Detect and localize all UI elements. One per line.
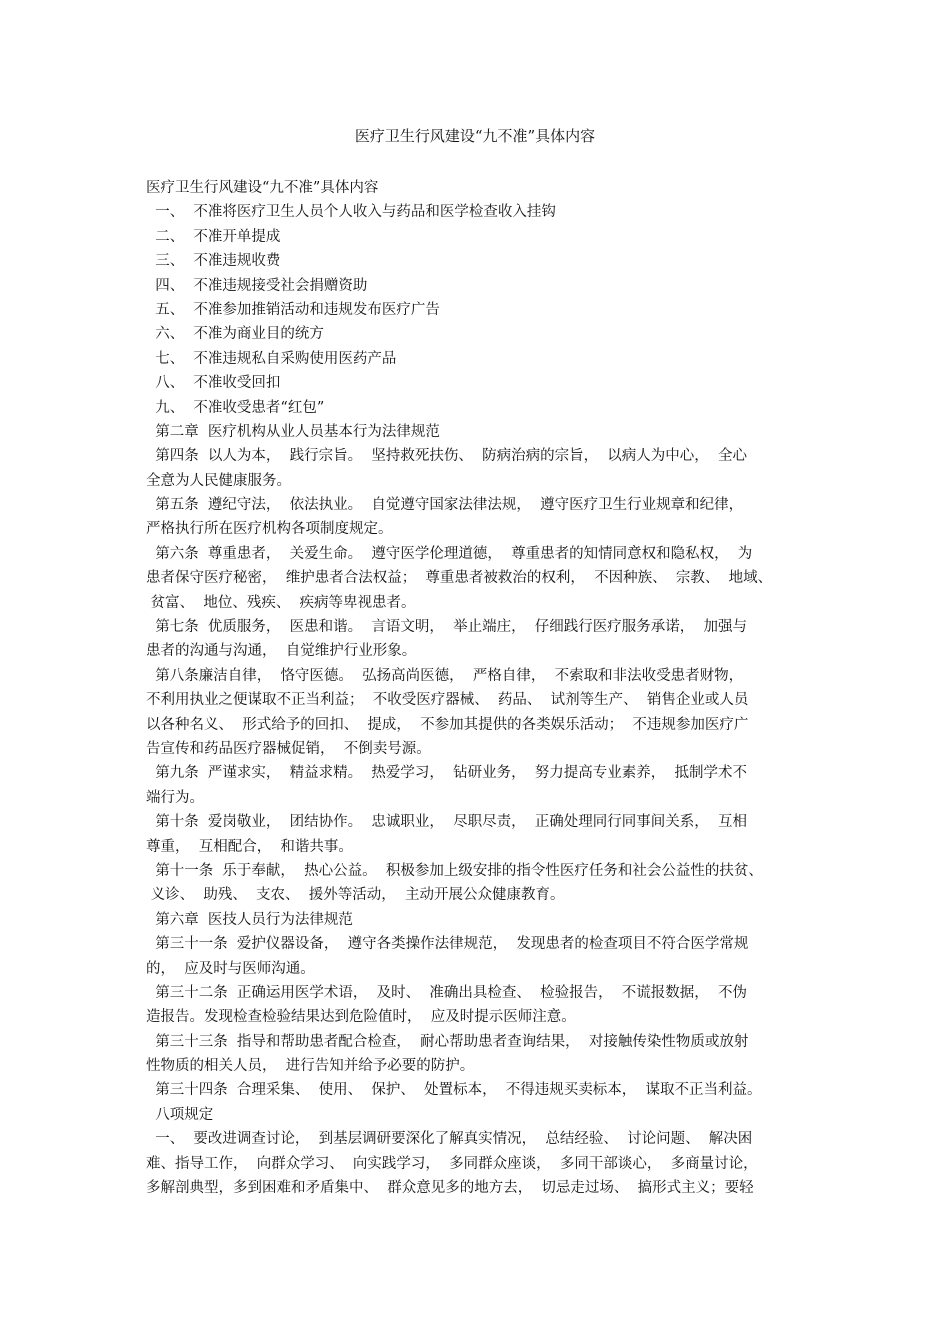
text-line: 三、 不准违规收费	[146, 253, 281, 270]
text-line: 第十条 爱岗敬业， 团结协作。 忠诚职业， 尽职尽责， 正确处理同行同事间关系， 互相	[146, 814, 748, 831]
text-line: 义诊、 助残、 支农、 援外等活动， 主动开展公众健康教育。	[146, 887, 565, 904]
page-title: 医疗卫生行风建设“九不准”具体内容	[354, 127, 596, 145]
text-line: 全意为人民健康服务。	[146, 472, 291, 489]
text-line: 第三十一条 爱护仪器设备， 遵守各类操作法律规范， 发现患者的检查项目不符合医学常规	[146, 936, 749, 953]
document-body	[146, 176, 826, 1200]
text-line: 一、 不准将医疗卫生人员个人收入与药品和医学检查收入挂钩	[146, 204, 556, 221]
text-line: 端行为。	[146, 789, 204, 806]
text-line: 第十一条 乐于奉献， 热心公益。 积极参加上级安排的指令性医疗任务和社会公益性的扶贫、	[146, 862, 763, 879]
text-line: 难、指导工作， 向群众学习、 向实践学习， 多同群众座谈， 多同干部谈心， 多商量讨论，	[146, 1155, 758, 1172]
text-line: 贫富、 地位、残疾、 疾病等卑视患者。	[146, 594, 416, 611]
text-line: 二、 不准开单提成	[146, 228, 281, 245]
text-line: 严格执行所在医疗机构各项制度规定。	[146, 521, 393, 538]
text-line: 一、 要改进调查讨论， 到基层调研要深化了解真实情况， 总结经验、 讨论问题、 解决困	[146, 1131, 753, 1148]
text-line: 造报告。发现检查检验结果达到危险值时， 应及时提示医师注意。	[146, 1009, 576, 1026]
text-line: 患者保守医疗秘密， 维护患者合法权益； 尊重患者被救治的权利， 不因种族、 宗教、 地域、	[146, 570, 773, 587]
text-line: 患者的沟通与沟通， 自觉维护行业形象。	[146, 643, 417, 660]
text-line: 第三十四条 合理采集、 使用、 保护、 处置标本， 不得违规买卖标本， 谋取不正当利益。	[146, 1082, 762, 1099]
text-line: 第三十三条 指导和帮助患者配合检查， 耐心帮助患者查询结果， 对接触传染性物质或放射	[146, 1033, 749, 1050]
text-line: 第七条 优质服务， 医患和谐。 言语文明， 举止端庄， 仔细践行医疗服务承诺， 加强与	[146, 619, 748, 636]
text-line: 尊重， 互相配合， 和谐共事。	[146, 838, 353, 855]
text-line: 五、 不准参加推销活动和违规发布医疗广告	[146, 301, 440, 318]
text-line: 第二章 医疗机构从业人员基本行为法律规范	[146, 423, 440, 440]
text-line: 第三十二条 正确运用医学术语， 及时、 准确出具检查、 检验报告， 不谎报数据， 不伪	[146, 984, 748, 1001]
text-line: 的， 应及时与医师沟通。	[146, 960, 315, 977]
text-line: 以各种名义、 形式给予的回扣、 提成， 不参加其提供的各类娱乐活动； 不违规参加医疗广	[146, 716, 749, 733]
text-line: 性物质的相关人员， 进行告知并给予必要的防护。	[146, 1058, 475, 1075]
text-line: 六、 不准为商业目的统方	[146, 326, 324, 343]
text-line: 四、 不准违规接受社会捐赠资助	[146, 277, 368, 294]
text-line: 医疗卫生行风建设“九不准”具体内容	[146, 180, 379, 196]
text-line: 不利用执业之便谋取不正当利益； 不收受医疗器械、 药品、 试剂等生产、 销售企业或人员	[146, 692, 749, 709]
text-line: 第五条 遵纪守法， 依法执业。 自觉遵守国家法律法规， 遵守医疗卫生行业规章和纪律，	[146, 497, 744, 514]
text-line: 第六章 医技人员行为法律规范	[146, 911, 353, 928]
text-line: 八项规定	[146, 1106, 214, 1123]
text-line: 第九条 严谨求实， 精益求精。 热爱学习， 钻研业务， 努力提高专业素养， 抵制学术不	[146, 765, 748, 782]
text-line: 多解剖典型，多到困难和矛盾集中、 群众意见多的地方去， 切忌走过场、 搞形式主义；要轻	[146, 1180, 754, 1197]
text-line: 第六条 尊重患者， 关爱生命。 遵守医学伦理道德， 尊重患者的知情同意权和隐私权， 为	[146, 545, 753, 562]
text-line: 告宣传和药品医疗器械促销， 不倒卖号源。	[146, 740, 431, 757]
text-line: 九、 不准收受患者“红包”	[146, 399, 325, 416]
text-line: 第四条 以人为本， 践行宗旨。 坚持救死扶伤、 防病治病的宗旨， 以病人为中心， 全心	[146, 448, 748, 465]
text-line: 第八条廉洁自律， 恪守医德。 弘扬高尚医德， 严格自律， 不索取和非法收受患者财物，	[146, 667, 744, 684]
text-line: 七、 不准违规私自采购使用医药产品	[146, 350, 397, 367]
text-line: 八、 不准收受回扣	[146, 375, 281, 392]
